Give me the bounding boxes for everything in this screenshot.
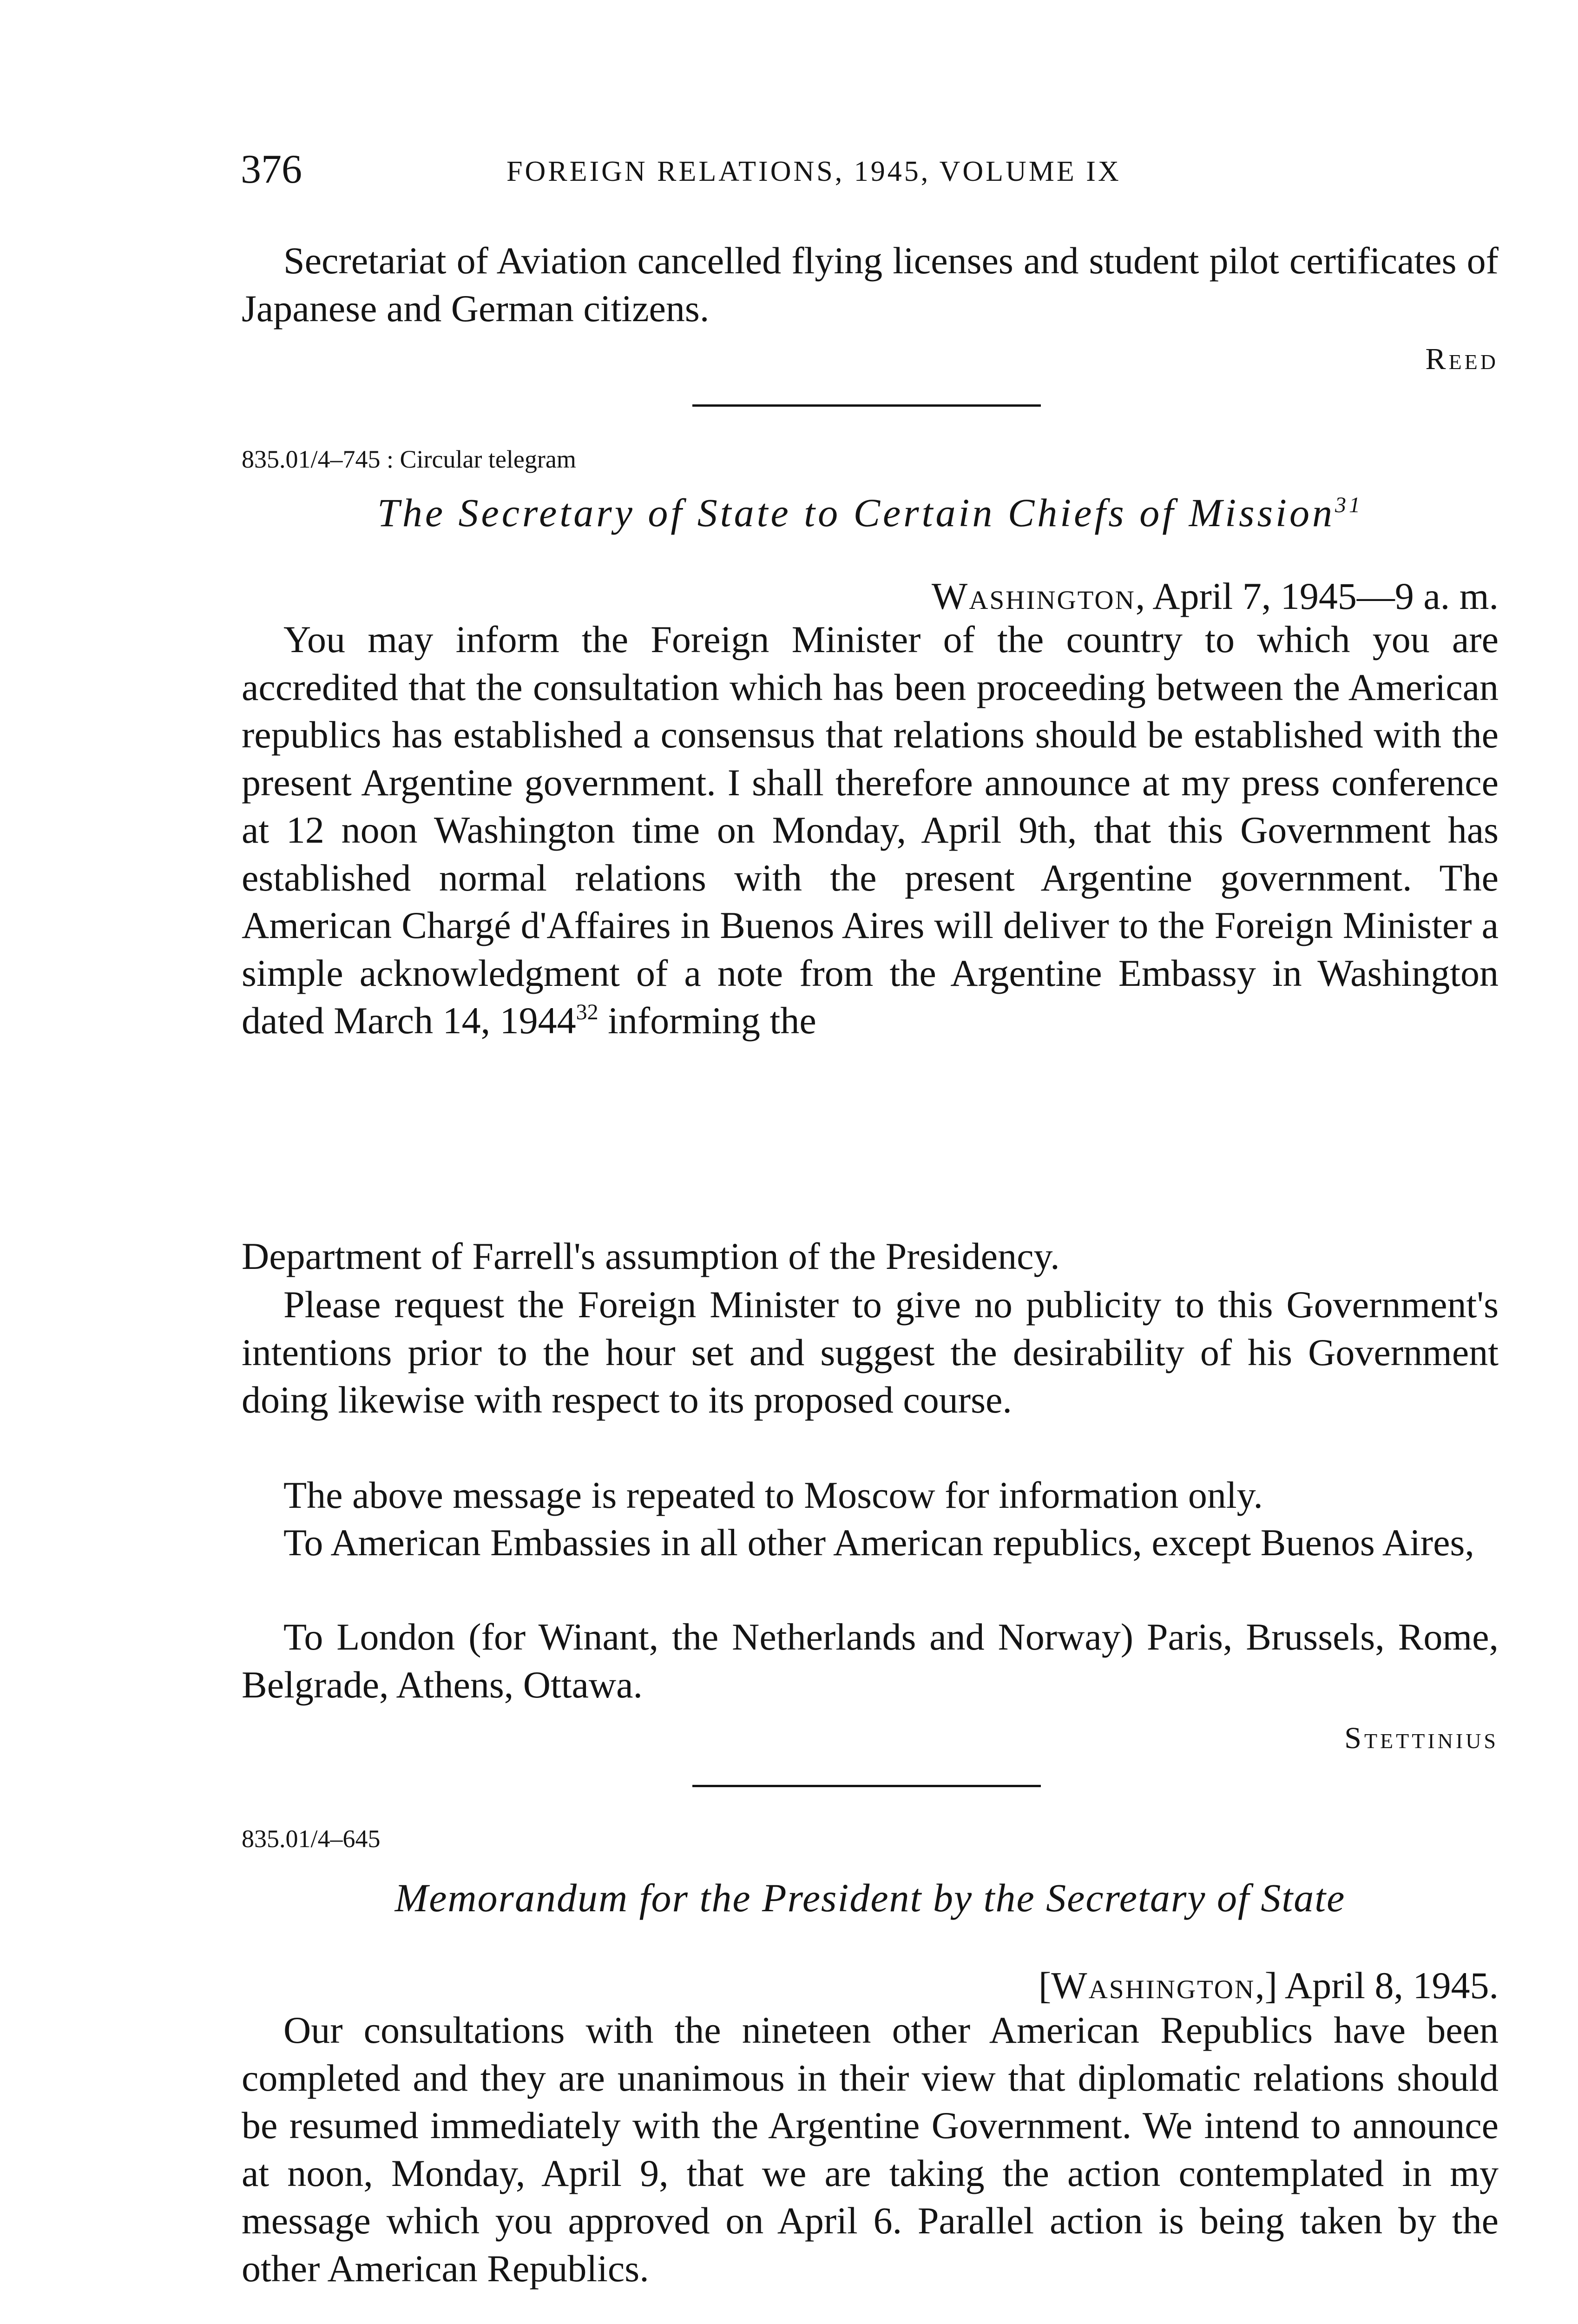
running-head (242, 144, 1499, 195)
running-head-title: FOREIGN RELATIONS, 1945, VOLUME IX (506, 156, 1121, 187)
doc2-paragraph: Our consultations with the nineteen other American Republics have been completed and they are unanimous in their view that diplomatic relations should be resumed immediately with the Argentine Government. We intend to announce at noon, Monday, April 9, that we are taking the action contemplated in my message which you approved on April 6. Parallel action is being taken by the other American Republics. (242, 2009, 1499, 2290)
footnote-ref-32: 32 (576, 1000, 598, 1024)
section-divider (692, 1785, 1041, 1787)
doc1-paragraph-1-end: Department of Farrell's assumption of the Presidency. (242, 1235, 1060, 1277)
doc1-paragraph-1-tail: informing the (598, 999, 816, 1042)
doc1-dateline-date: , April 7, 1945—9 a. m. (1135, 575, 1499, 617)
doc1-title-text: The Secretary of State to Certain Chiefs of Mission (377, 490, 1335, 535)
doc2-file-reference: 835.01/4–645 (242, 1825, 381, 1853)
doc1-title (242, 487, 1499, 538)
doc2-dateline-place: Washington (1051, 1964, 1256, 2007)
doc1-paragraph-4: To American Embassies in all other American republics, except Buenos Aires, (283, 1521, 1474, 1564)
doc2-dateline-date: ,] April 8, 1945. (1255, 1964, 1499, 2007)
page-number: 376 (241, 147, 302, 192)
doc2-title: Memorandum for the President by the Secretary of State (394, 1875, 1346, 1920)
document-page (242, 144, 1499, 2324)
doc1-signature: Stettinius (1344, 1721, 1499, 1755)
doc1-paragraph-2: Please request the Foreign Minister to give no publicity to this Government's intentions prior to the hour set and suggest the desirability of his Government doing likewise with respect to its proposed course. (242, 1283, 1499, 1421)
continuation-signature: Reed (1425, 342, 1499, 376)
doc1-paragraph-1 (242, 616, 1499, 1045)
doc1-title-footnote-mark: 31 (1335, 493, 1363, 517)
doc2-dateline (1039, 1962, 1499, 2009)
doc1-dateline (932, 573, 1499, 620)
doc1-file-reference: 835.01/4–745 : Circular telegram (242, 445, 576, 473)
doc1-paragraph-1-text: You may inform the Foreign Minister of the country to which you are accredited that the consultation which has been proceeding between the American republics has established a consensus that relations should be established with the present Argentine government. I shall therefore announce at my press conference at 12 noon Washington time on Monday, April 9th, that this Government has established normal relations with the present Argentine government. The American Chargé d'Affaires in Buenos Aires will deliver to the Foreign Minister a simple acknowledgment of a note from the Argentine Embassy in Washington dated March 14, 1944 (242, 618, 1499, 1042)
doc1-dateline-place: Washington (931, 575, 1136, 617)
doc2-dateline-bracket: [ (1038, 1964, 1052, 2007)
doc1-paragraph-3: The above message is repeated to Moscow for information only. (283, 1474, 1263, 1516)
section-divider (692, 404, 1041, 407)
continuation-paragraph: Secretariat of Aviation cancelled flying licenses and student pilot certificates of Japanese and German citizens. (242, 239, 1499, 330)
doc1-paragraph-5: To London (for Winant, the Netherlands and Norway) Paris, Brussels, Rome, Belgrade, Athens, Ottawa. (242, 1616, 1499, 1706)
